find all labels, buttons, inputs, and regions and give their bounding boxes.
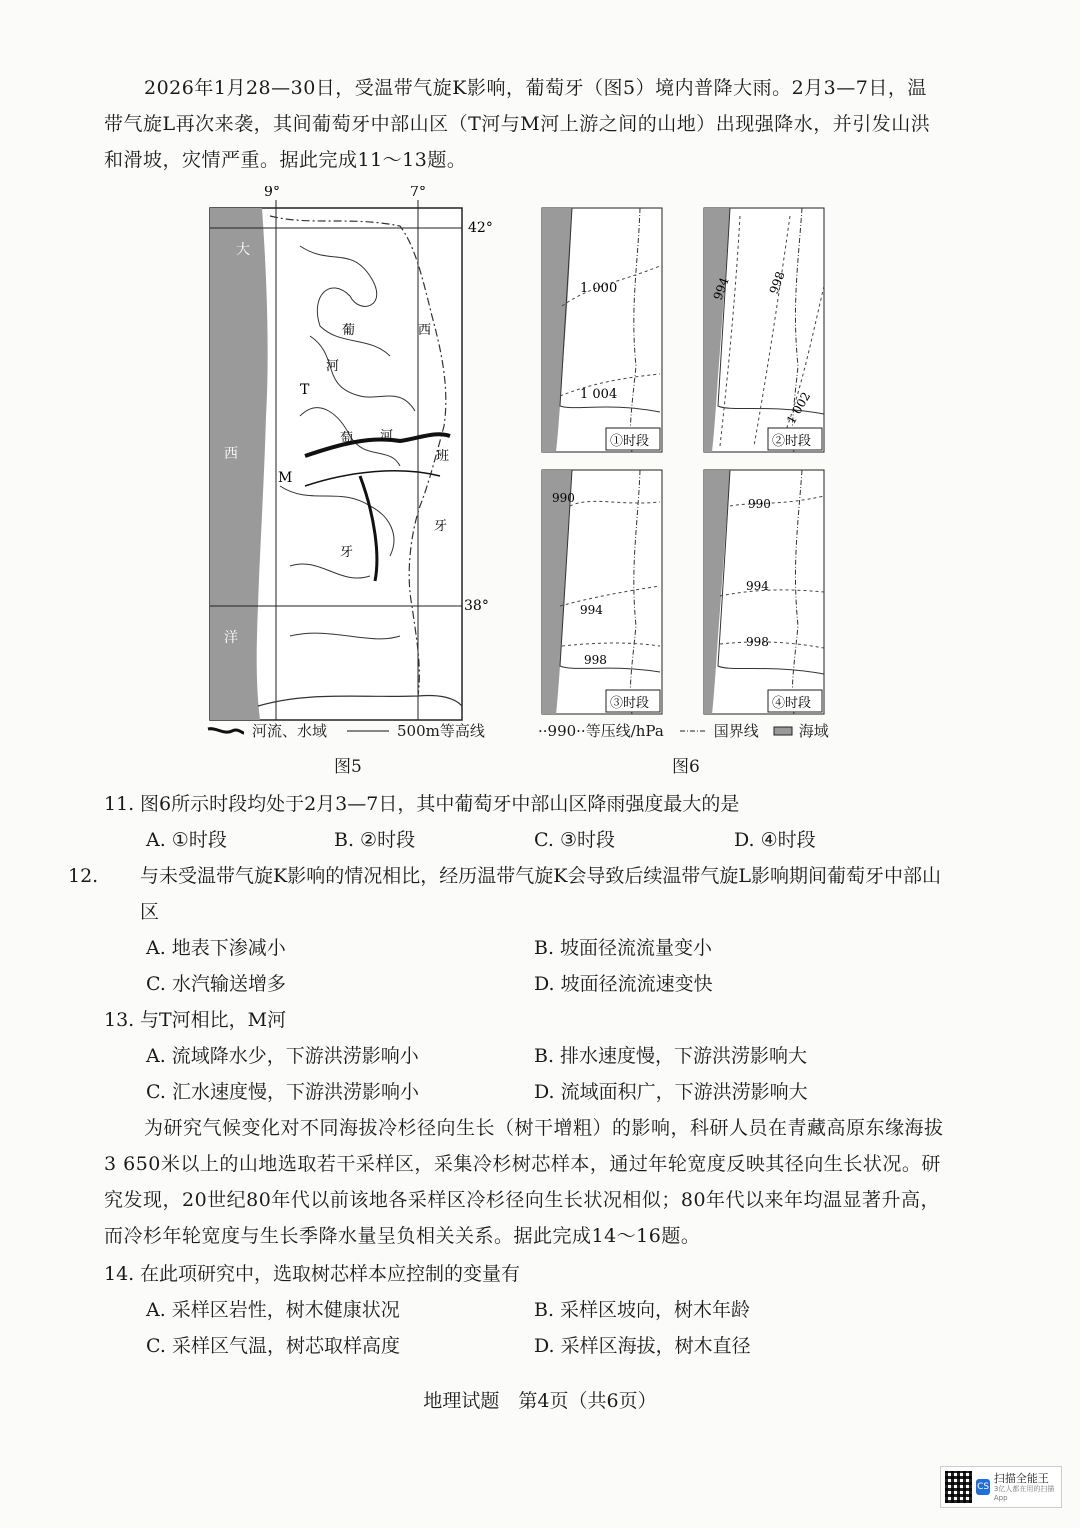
spain-label-3: 牙 [434, 519, 448, 534]
panel2-isobar-3: 1 002 [783, 389, 814, 427]
q14-option-a: A. 采样区岩性，树木健康状况 [146, 1299, 400, 1321]
fig5-legend [206, 720, 485, 741]
legend-border-label: 国界线 [713, 722, 759, 740]
q14-number: 14. [104, 1263, 135, 1285]
q13-option-d: D. 流域面积广，下游洪涝影响大 [534, 1081, 808, 1103]
panel-4 [704, 470, 824, 714]
figure-6-caption: 图6 [672, 757, 700, 777]
question-14 [104, 1256, 944, 1292]
lat-label-38: 38° [464, 598, 489, 614]
question-13 [104, 1002, 944, 1038]
stamp-subtitle: 3亿人都在用的扫描App [993, 1484, 1055, 1502]
intro-paragraph-1: 2026年1月28—30日，受温带气旋K影响，葡萄牙（图5）境内普降大雨。2月3—7日，温带气旋L再次来袭，其间葡萄牙中部山区（T河与M河上游之间的山地）出现强降水，并引发山洪和滑坡，灾情严重。据此完成11～13题。 [104, 77, 931, 171]
q14-stem: 在此项研究中，选取树芯样本应控制的变量有 [140, 1263, 521, 1285]
panel3-isobar-2: 994 [580, 603, 603, 617]
figure-6-panels [540, 206, 830, 716]
cs-logo-icon: CS [976, 1479, 990, 1495]
q12-option-c: C. 水汽输送增多 [146, 973, 286, 995]
question-11 [104, 786, 944, 822]
q14-option-d: D. 采样区海拔，树木直径 [534, 1335, 751, 1357]
q11-stem: 图6所示时段均处于2月3—7日，其中葡萄牙中部山区降雨强度最大的是 [140, 793, 740, 815]
q11-option-a: A. ①时段 [146, 829, 227, 851]
panel-2 [704, 208, 824, 452]
lat-label-42: 42° [468, 220, 493, 236]
panel3-label: ③时段 [610, 696, 650, 711]
river-t-label: T [300, 382, 310, 398]
panel4-isobar-2: 994 [746, 579, 769, 593]
q13-option-c: C. 汇水速度慢，下游洪涝影响小 [146, 1081, 419, 1103]
q11-option-c: C. ③时段 [534, 829, 615, 851]
q12-option-a: A. 地表下渗减小 [146, 937, 286, 959]
q13-stem: 与T河相比，M河 [140, 1009, 287, 1031]
lon-label-9: 9° [264, 186, 280, 200]
panel2-isobar-1: 994 [710, 275, 732, 302]
question-12 [68, 858, 944, 930]
panel-3 [542, 470, 662, 714]
panel4-isobar-1: 990 [748, 497, 771, 511]
q11-option-b: B. ②时段 [334, 829, 416, 851]
panel4-label: ④时段 [772, 696, 812, 711]
portugal-label-2: 萄 [340, 431, 354, 446]
lon-label-7: 7° [410, 186, 426, 200]
contour-legend-icon [345, 725, 391, 737]
panel1-isobar-1: 1 000 [580, 281, 618, 296]
river-legend-icon [206, 725, 246, 737]
spain-label-1: 西 [418, 323, 432, 338]
page-footer: 地理试题 第4页（共6页） [423, 1390, 657, 1412]
q13-number: 13. [104, 1009, 135, 1031]
q14-option-b: B. 采样区坡向，树木年龄 [534, 1299, 751, 1321]
intro-paragraph-2: 为研究气候变化对不同海拔冷杉径向生长（树干增粗）的影响，科研人员在青藏高原东缘海拔3 650米以上的山地选取若干采样区，采集冷杉树芯样本，通过年轮宽度反映其径向生长状况。研究发现，20世纪80年代以前该地各采样区冷杉径向生长状况相似；80年代以来年均温显著升高，而冷杉年轮宽度与生长季降水量呈负相关关系。据此完成14～16题。 [104, 1117, 944, 1247]
panel4-isobar-3: 998 [746, 635, 769, 649]
q12-number: 12. [68, 865, 99, 887]
stamp-title: 扫描全能王 [993, 1471, 1049, 1485]
q12-stem: 与未受温带气旋K影响的情况相比，经历温带气旋K会导致后续温带气旋L影响期间葡萄牙中部山区 [140, 865, 942, 923]
legend-river-label: 河流、水域 [252, 722, 328, 740]
legend-isobar-label: ··990··等压线/hPa [538, 722, 664, 740]
q13-option-a: A. 流域降水少，下游洪涝影响小 [146, 1045, 419, 1067]
panel2-isobar-2: 998 [766, 269, 788, 296]
river-m-label: M [278, 470, 293, 486]
panel2-label: ②时段 [772, 434, 812, 449]
river-char-2: 河 [380, 429, 394, 444]
scanner-stamp [940, 1466, 1062, 1508]
portugal-label-3: 牙 [340, 545, 354, 560]
q11-option-d: D. ④时段 [734, 829, 816, 851]
panel3-isobar-3: 998 [584, 653, 607, 667]
panel3-isobar-1: 990 [552, 491, 575, 505]
qr-code-icon [945, 1471, 972, 1503]
ocean-label-3: 洋 [224, 630, 238, 646]
river-char-1: 河 [326, 359, 340, 374]
border-legend-icon [678, 725, 708, 737]
ocean-label-2: 西 [224, 446, 238, 462]
portugal-label-1: 葡 [342, 323, 356, 338]
q11-number: 11. [104, 793, 135, 815]
fig6-legend [538, 720, 829, 741]
sea-legend-icon [773, 725, 793, 737]
panel1-label: ①时段 [610, 434, 650, 449]
figure-5-caption: 图5 [334, 757, 362, 777]
ocean-label-1: 大 [236, 242, 250, 258]
q12-option-d: D. 坡面径流流速变快 [534, 973, 713, 995]
panel-1 [542, 208, 662, 452]
q14-option-c: C. 采样区气温，树芯取样高度 [146, 1335, 400, 1357]
q13-option-b: B. 排水速度慢，下游洪涝影响大 [534, 1045, 808, 1067]
legend-contour-label: 500m等高线 [397, 722, 485, 740]
q12-option-b: B. 坡面径流流量变小 [534, 937, 713, 959]
panel1-isobar-2: 1 004 [580, 387, 618, 402]
legend-sea-label: 海域 [798, 722, 829, 740]
figure-5-map [200, 186, 500, 726]
spain-label-2: 班 [436, 449, 450, 464]
